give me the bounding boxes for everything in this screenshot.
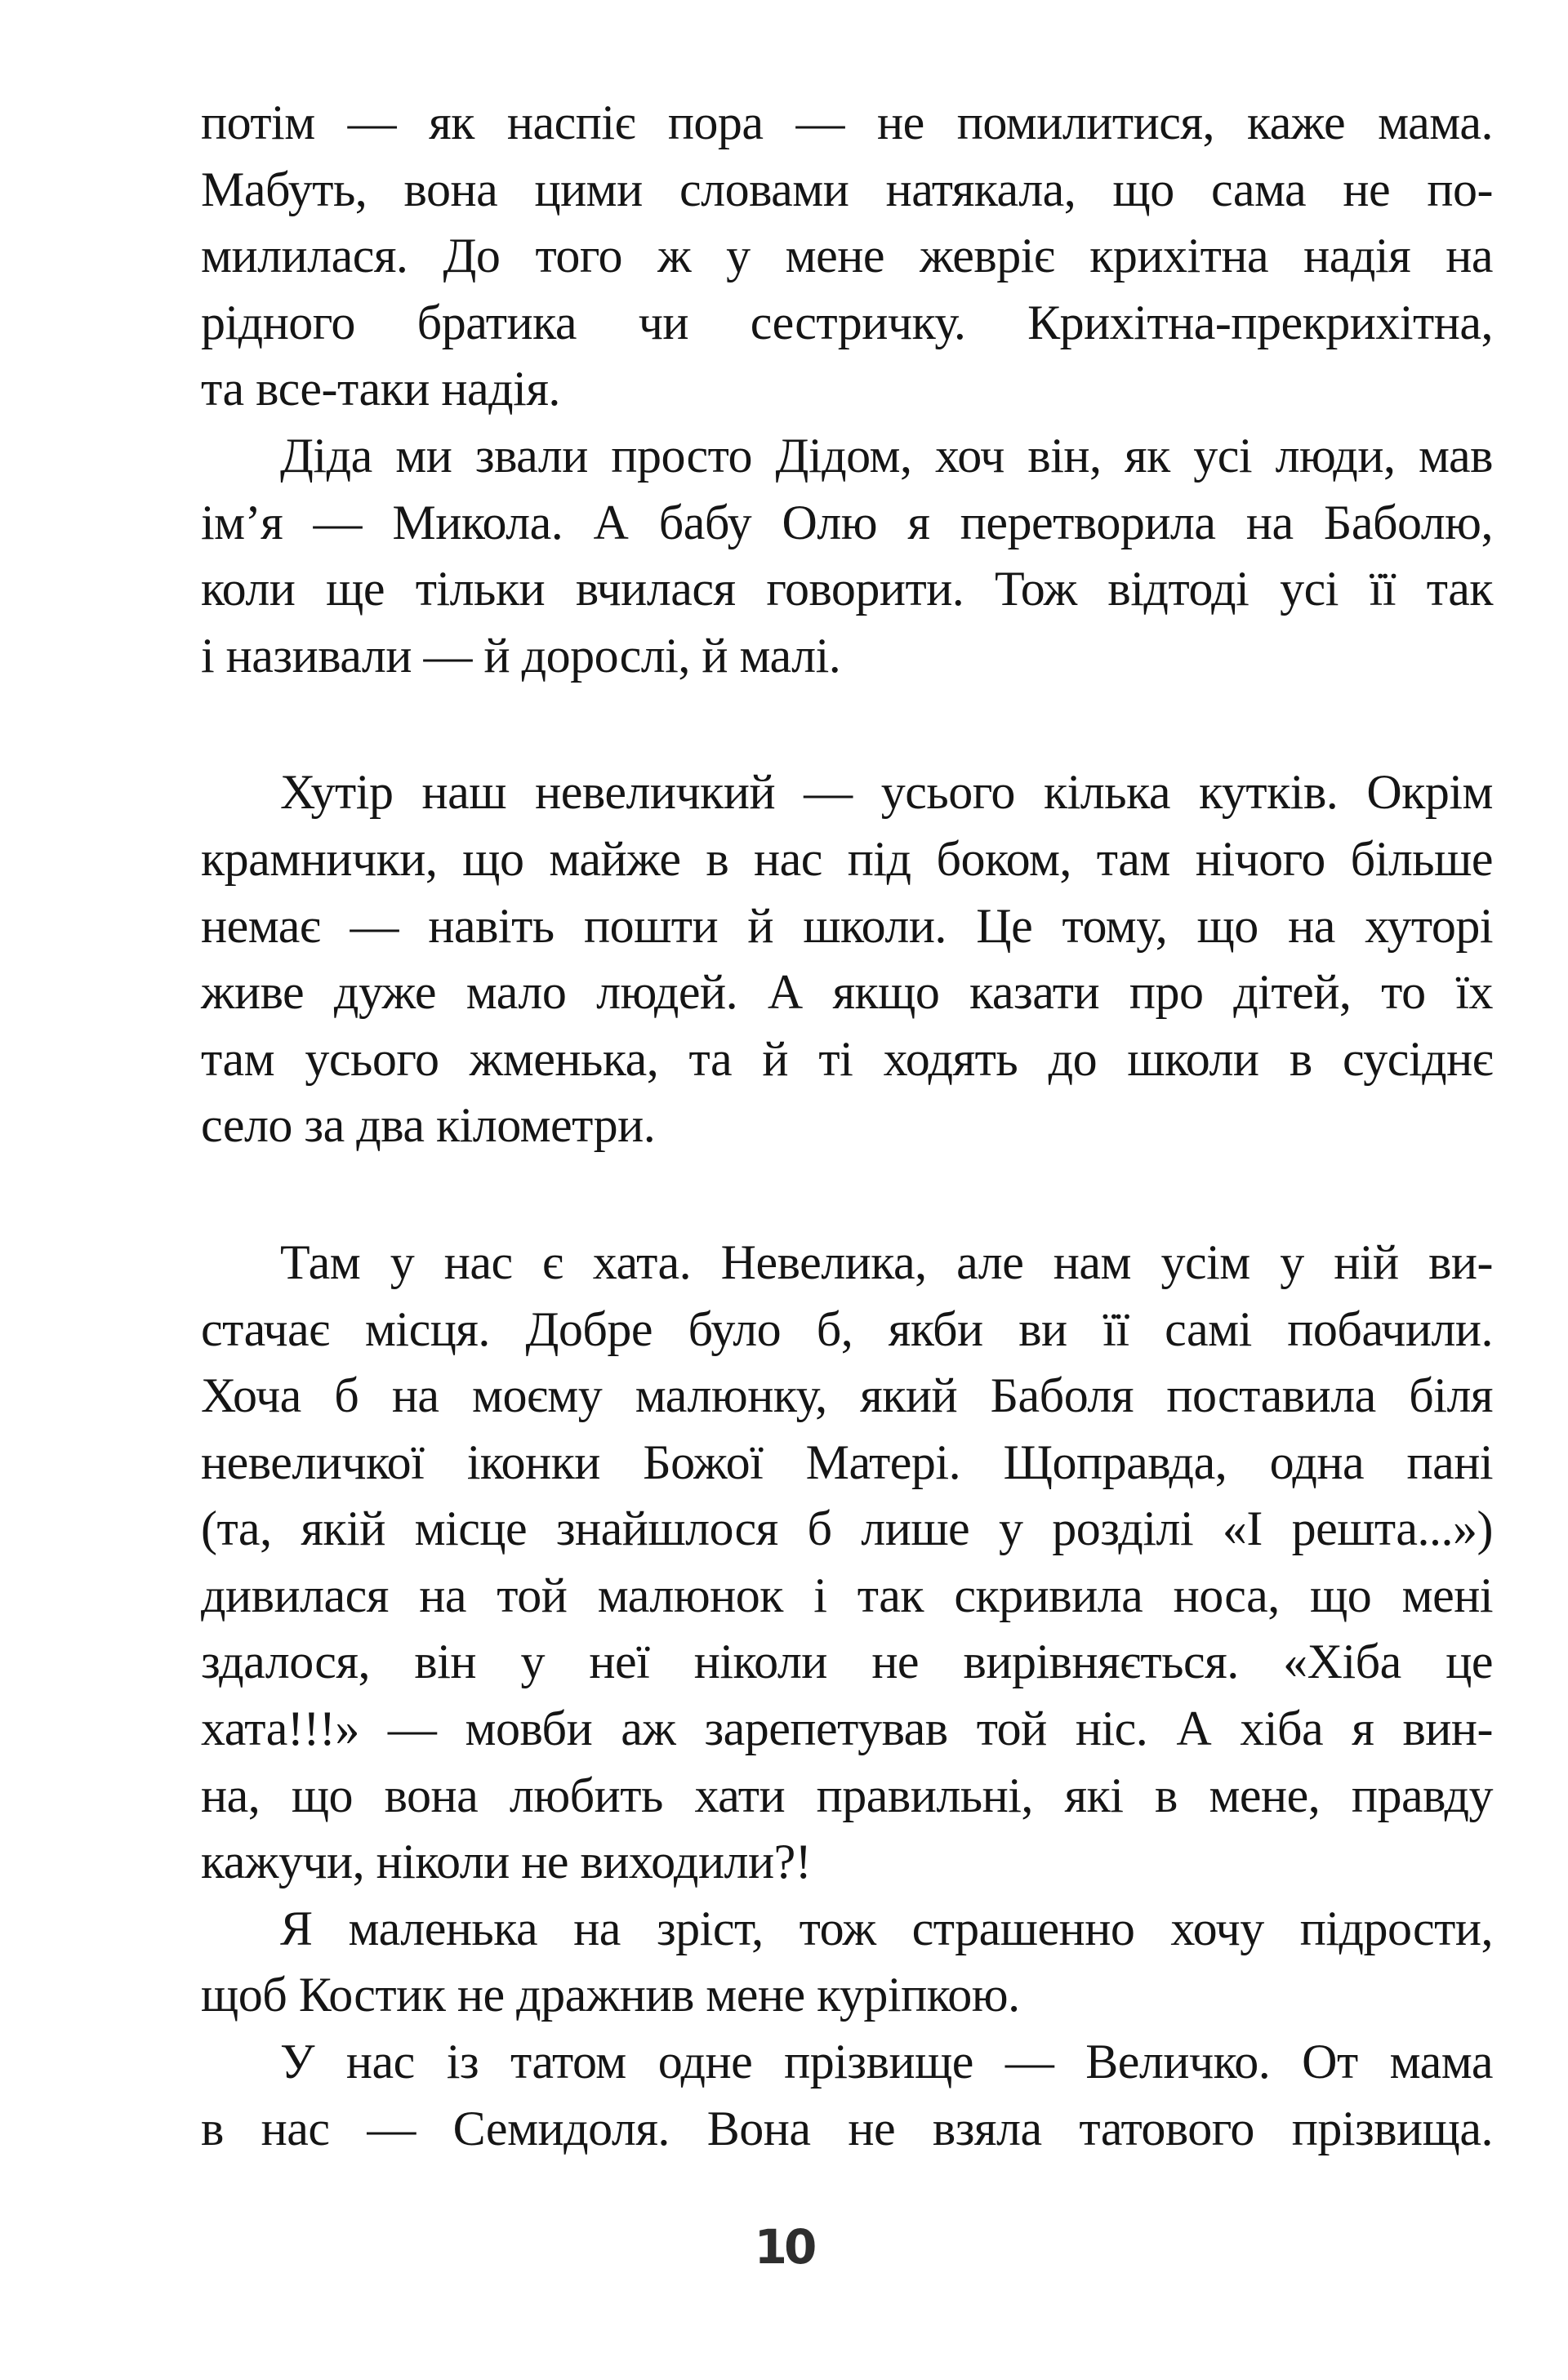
text-line: крамнички, що майже в нас під боком, там нічого більше <box>201 831 1493 886</box>
text-line: У нас із татом одне прізвище — Величко. От мама <box>280 2035 1493 2089</box>
text-line: там усього жменька, та й ті ходять до школи в сусіднє <box>201 1031 1493 1086</box>
text-line: село за два кілометри. <box>201 1098 656 1153</box>
text-line: живе дуже мало людей. А якщо казати про дітей, то їх <box>201 965 1493 1020</box>
text-line: стачає місця. Добре було б, якби ви її самі побачили. <box>201 1301 1493 1356</box>
text-line: дивилася на той малюнок і так скривила носа, що мені <box>201 1568 1493 1622</box>
text-line: в нас — Семидоля. Вона не взяла татового прізвища. <box>201 2101 1493 2155</box>
text-line: і називали — й дорослі, й малі. <box>201 628 841 683</box>
paragraph <box>201 1230 1493 1896</box>
paragraph <box>201 90 1493 423</box>
text-line: рідного братика чи сестричку. Крихітна-прекрихітна, <box>201 295 1493 349</box>
paragraph <box>201 2029 1493 2162</box>
text-line: хата!!!» — мовби аж зарепетував той ніс. А хіба я вин- <box>201 1702 1493 1756</box>
text-line: ім’я — Микола. А бабу Олю я перетворила на Баболю, <box>201 495 1493 549</box>
paragraph <box>201 1896 1493 2029</box>
paragraph <box>201 759 1493 1159</box>
text-line: здалося, він у неї ніколи не вирівняється. «Хіба це <box>201 1635 1493 1689</box>
text-line: невеличкої іконки Божої Матері. Щоправда, одна пані <box>201 1435 1493 1489</box>
text-line: немає — навіть пошти й школи. Це тому, що на хуторі <box>201 898 1493 953</box>
text-line: на, що вона любить хати правильні, які в мене, правду <box>201 1768 1493 1822</box>
paragraph <box>201 423 1493 689</box>
text-line: потім — як наспіє пора — не помилитися, каже мама. <box>201 96 1493 149</box>
page-number: 10 <box>754 2219 814 2275</box>
text-line: Хутір наш невеличкий — усього кілька кутків. Окрім <box>280 765 1493 820</box>
page-text <box>201 90 1493 2162</box>
text-line: Там у нас є хата. Невелика, але нам усім у ній ви- <box>280 1234 1493 1289</box>
text-line: та все-таки надія. <box>201 362 560 416</box>
text-line: Я маленька на зріст, тож страшенно хочу підрости, <box>280 1901 1493 1955</box>
text-line: (та, якій місце знайшлося б лише у розділі «І решта...») <box>201 1501 1493 1556</box>
text-line: Діда ми звали просто Дідом, хоч він, як усі люди, мав <box>280 428 1493 483</box>
text-line: кажучи, ніколи не виходили?! <box>201 1835 812 1889</box>
text-line: Хоча б на моєму малюнку, який Баболя поставила біля <box>201 1368 1493 1423</box>
text-line: милилася. До того ж у мене жевріє крихітна надія на <box>201 229 1493 283</box>
text-line: коли ще тільки вчилася говорити. Тож відтоді усі її так <box>201 562 1493 616</box>
text-line: Мабуть, вона цими словами натякала, що сама не по- <box>201 162 1493 216</box>
text-line: щоб Костик не дражнив мене куріпкою. <box>201 1968 1020 2022</box>
